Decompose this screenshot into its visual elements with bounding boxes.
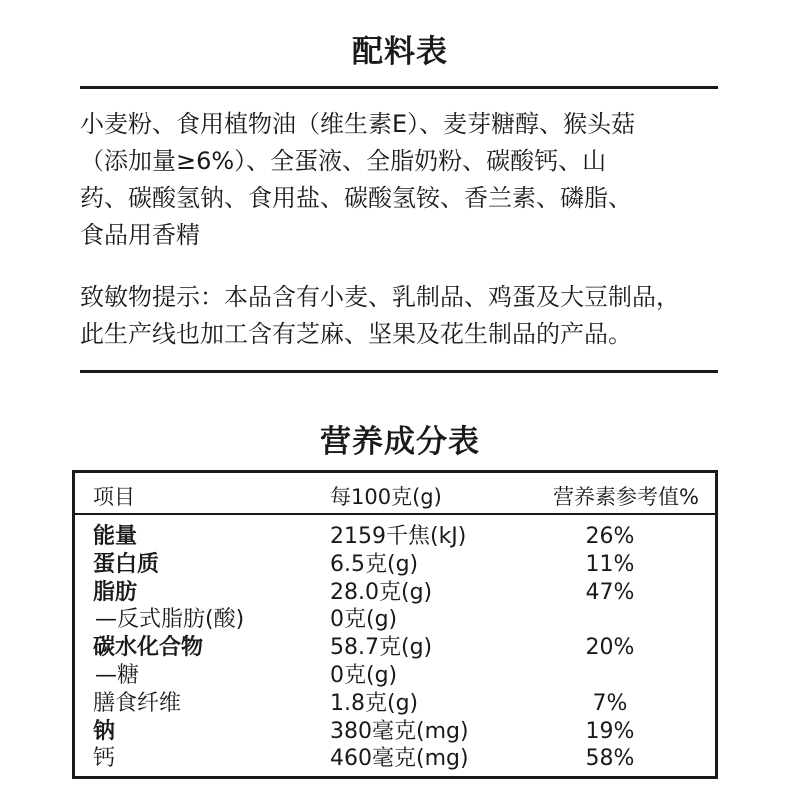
ingredients-line: 小麦粉、食用植物油（维生素E）、麦芽糖醇、猴头菇: [80, 110, 636, 138]
table-row: [75, 579, 715, 607]
nutrient-name: 脂肪: [93, 579, 138, 605]
nutrient-name: 膳食纤维: [93, 690, 182, 716]
table-row: [75, 745, 715, 773]
table-row: [75, 718, 715, 746]
table-row: [75, 662, 715, 690]
header-nrv: 营养素参考值%: [553, 485, 699, 509]
nutrient-nrv: 58%: [585, 746, 635, 772]
nutrient-amount: 2159千焦(kJ): [330, 524, 467, 549]
nutrient-name: 钙: [93, 746, 116, 772]
nutrition-rows: [75, 523, 715, 773]
nutrient-amount: 0克(g): [330, 607, 398, 633]
nutrient-amount: 460毫克(mg): [330, 746, 469, 772]
nutrient-nrv: 26%: [585, 524, 635, 549]
nutrient-nrv: 20%: [585, 635, 635, 661]
table-row: [75, 606, 715, 634]
nutrition-table: [72, 470, 718, 779]
nutrient-nrv: 7%: [592, 690, 628, 716]
table-row: [75, 690, 715, 718]
nutrient-amount: 58.7克(g): [330, 635, 433, 661]
nutrient-name: 蛋白质: [93, 551, 160, 577]
table-row: [75, 551, 715, 579]
nutrient-name: —反式脂肪(酸): [95, 607, 245, 633]
ingredients-line: 食品用香精: [80, 221, 200, 249]
ingredients-list: [80, 106, 720, 254]
ingredients-title: 配料表: [352, 34, 448, 70]
table-row: [75, 634, 715, 662]
divider-bottom: [80, 370, 718, 373]
divider-top: [80, 86, 718, 89]
nutrient-amount: 0克(g): [330, 662, 398, 688]
nutrition-header-row: [75, 473, 715, 513]
nutrient-amount: 28.0克(g): [330, 579, 433, 605]
ingredients-line: （添加量≥6%）、全蛋液、全脂奶粉、碳酸钙、山: [80, 147, 607, 175]
nutrient-name: —糖: [95, 662, 140, 688]
nutrition-title: 营养成分表: [320, 424, 480, 460]
nutrient-name: 能量: [93, 524, 138, 549]
nutrient-nrv: 19%: [585, 718, 635, 744]
header-item: 项目: [93, 485, 135, 509]
header-per-100g: 每100克(g): [330, 485, 442, 509]
nutrient-amount: 380毫克(mg): [330, 718, 469, 744]
header-divider: [75, 513, 715, 515]
nutrient-amount: 1.8克(g): [330, 690, 419, 716]
nutrient-amount: 6.5克(g): [330, 551, 419, 577]
allergen-notice: [80, 279, 720, 353]
allergen-line: 致敏物提示：本品含有小麦、乳制品、鸡蛋及大豆制品，: [80, 283, 680, 311]
ingredients-line: 药、碳酸氢钠、食用盐、碳酸氢铵、香兰素、磷脂、: [80, 184, 632, 212]
nutrient-name: 碳水化合物: [93, 635, 204, 661]
nutrient-name: 钠: [93, 718, 116, 744]
table-row: [75, 523, 715, 551]
nutrient-nrv: 47%: [585, 579, 635, 605]
nutrient-nrv: 11%: [585, 551, 635, 577]
allergen-line: 此生产线也加工含有芝麻、坚果及花生制品的产品。: [80, 320, 632, 348]
